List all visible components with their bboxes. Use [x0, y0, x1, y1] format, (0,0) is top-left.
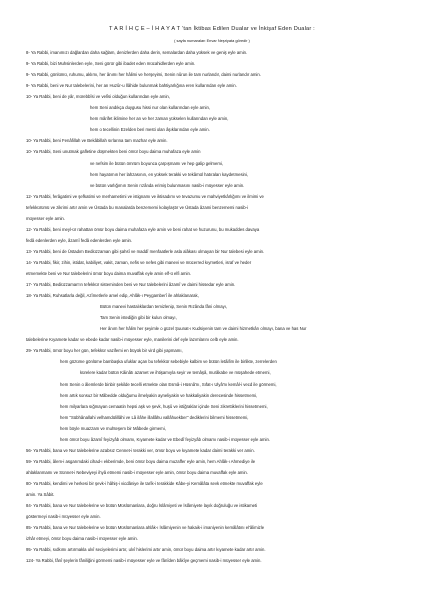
- prayer-line: 9- Ya Rabbi, gönlümü, ruhumu, aklımı, her ânımı her hâlimi ve herşeyimi, Senin nûrun ile tam nurlandır, daimi nurlandır amin.: [26, 72, 261, 78]
- prayer-line: 8- Ya Rabbi, imanımızı dağlardan daha sağlam, denizlerden daha derin, semalardan daha yüksek ve geniş eyle amin.: [26, 50, 248, 55]
- prayer-line: hem mârifet iklimine her an ve her zaman yükselen kullarından eyle amin,: [90, 116, 229, 122]
- prayer-line: hem milyarlara sığmayan cemaatin hepsi aşk ve şevk, huşû ve istiğraklar içinde Seni zikrettiklerini hissetmemi,: [60, 403, 268, 409]
- prayer-line: Bütün manevi hastalıklardan temizlenip, Senin Rızânda fâni olmayı,: [100, 304, 228, 310]
- prayer-line: hem Senin o âlemlerde binbir şekilde tecelli etmekte olan Esmâ-i Hüsnâ'nı, Sıfat-ı Ulyâ'nı kemâl-i vecd ile görmemi,: [60, 381, 277, 387]
- prayer-line: 17- Ya Rabbi, Bediüzzaman'ın tefekkür sisteminden beni ve Nur talebelerini âzamî ve daimi hissedar eyle amin.: [26, 282, 236, 288]
- prayer-line: 9- Ya Rabbi, beni ve Nur talebelerini, her an Huzûr-u İlâhide bulunmak bahtiyarlığına eren kullarından eyle amin.: [26, 83, 237, 89]
- prayer-line: izhâr etmeyi, ömür boyu daima nasib-i müyesser eyle amin.: [26, 536, 138, 542]
- prayer-line: Her ânım her hâlim her şeyimle o güzel Şuunat-ı Kudsiyenin tam ve daimi hizmetkârı olmayı, bana ve has Nur: [100, 326, 307, 332]
- prayer-line: amin. Ya Sâbit.: [26, 492, 55, 497]
- prayer-line: 10- Ya Rabbi, beni de yâr, mürebbîsi ve velîsi olduğun kullarından eyle amin,: [26, 94, 170, 100]
- prayer-line: Tam Senin istediğin gibi bir kulun olmayı,: [100, 315, 177, 321]
- prayer-line: hem artık sonsuz bir Mâbedde olduğumu ilmelyakin ayneliyakin ve hakkaliyakin derecesinde hissetmemi,: [60, 392, 258, 398]
- prayer-line: göstermeyi nasib-i müyesser eyle amin.: [26, 514, 101, 520]
- prayer-line: 18- Ya Rabbi, Ruhsatlarla değil, Azîmetlerle amel edip, Ahlâk-ı Peygamberî ile ahlaklanarak,: [26, 293, 199, 299]
- prayer-line: 84- Ya Rabbi, bana ve Nur talebelerine ve bütün Müslümanlara, doğru İslâmiyeti ve İslâmiyete layık doğruluğu ve istikameti: [26, 503, 258, 509]
- prayer-line: 10- Ya Rabbi, Seni unutmak gafletine düşmekten beni ömür boyu daima muhafaza eyle amin: [26, 149, 201, 155]
- prayer-line: hem böyle muazzam ve muhteşem bir Mâbede girmemi,: [60, 425, 166, 431]
- prayer-line: 14- Ya Rabbi, fikir, zihin, istidat, kabiliyet, vakit, zaman, nefis ve nefes gibi manevi ve mücerred kıymetleri, israf ve heder: [26, 259, 252, 265]
- prayer-line: fedâ edenlerden eyle, âzamî fedâ edenlerden eyle amin.: [26, 237, 133, 243]
- prayer-line: 12- Ya Rabbi, ferâgatimi ve şefkatimi ve merhametimi ve istignamı ve iktisadımı ve tevazumu ve mahviyetkârlığımı ve ilmimi ve: [26, 193, 264, 199]
- prayer-line: hem Seni andıkça duygusu hissi nur olan kullarından eyle amin,: [90, 105, 211, 111]
- prayer-line: kürelere kadar bütün Kâinâtı azamet ve ihtişamıyla seyir ve temâşâ, murâkabe ve müşahede etmemi,: [80, 370, 271, 376]
- prayer-line: 95- Ya Rabbi, sıdkımı artırmakla ulvî seciyelerimi artır, ulvî hislerimi artır amin, ömür boyu daima artır kıyamete kadar artır amin.: [26, 547, 266, 553]
- prayer-line: talebelerine Kıyamete kadar ve ebede kadar nasib-i müyesser eyle, manilerini def eyle lazımlarını celb eyle amin.: [26, 337, 239, 343]
- prayer-line: ahlaklanmamı ve Sünnet-i Nebeviyeyi ihyâ etmemi nasib-i müyesser eyle amin, ömür boyu daima muvaffak eyle amin.: [26, 469, 248, 475]
- prayer-line: tefekkürümü ve zikrimi artır amin ve Üstada bu manalarda benzememi kolaylaştır ve Üstada âzami benzememi nasib-i: [26, 204, 249, 210]
- prayer-line: ve nefsim ile bütün ömrüm boyunca çarpışmamı ve hep galip gelmemi,: [90, 160, 223, 166]
- prayer-line: 13- Ya Rabbi, beni de Üstadım Bediüzzaman gibi şahsî ve maddî menfaatlerle asla alâkası olmayan bir Nur talebesi eyle amin.: [26, 248, 265, 254]
- document-title: T A R İ H Ç E – İ H A Y A T ‘tan İktibas Edilen Dualar ve İnkişaf Eden Dualar :: [109, 26, 315, 32]
- prayer-line: hem "Sübhânallahi velhamdülillâhi ve Lâ ilâhe illallâhu vallâhuekber" dediklerini bilmemi hissetmemi,: [60, 414, 249, 420]
- prayer-line: hem hayatımın her lahzasının, en yüksek terakki ve tekâmül hatıraları kaydetmesini,: [90, 171, 249, 177]
- prayer-line: hem gözüme gönlüme bambaşka ufuklar açan bu tefekkür sebebiyle kalbim ve bütün letâifim ile birlikte, zerrelerden: [60, 359, 277, 365]
- prayer-line: müyesser eyle amin.: [26, 215, 65, 221]
- prayer-line: 29- Ya Rabbi, ömür boyu her gün, tefekkür vazifemi en büyük bir vird gibi yapmamı,: [26, 348, 183, 354]
- prayer-line: ve bütün varlığımın Senin rızânda erimiş bulunmasını nasib-i müyesser eyle amin.: [90, 182, 245, 188]
- prayer-line: hem o tecellinin Ezelden beri mesti olan âşıklarından eyle amin.: [90, 127, 210, 133]
- prayer-line: 80- Ya Rabbi, kendimi ve herkesi bir şevk-i hâhiş-i vicdâniye ile tarîk-i terakkide Kâbe-yi Kemâlâta sevk etmekte muvaffak eyle: [26, 480, 263, 486]
- prayer-line: 59- Ya Rabbi, âlem-i asgarımdaki cihad-ı ekberimde, beni ömür boyu daima muzaffer eyle amin, hem Ahlâk-ı Ahmediye ile: [26, 458, 256, 464]
- prayer-line: 124- Ya Rabbi, fânî şeylerin fâniliğini görmemi nasib-i müyesser eyle ve fânîden bâkîye geçmemi nasib-i müyesser eyle amin.: [26, 558, 262, 564]
- prayer-line: hem ömür boyu âzamî feyizyâb olmamı, Kıyamete kadar ve Ebedî feyizyâb olmamı nasib-i müyesser eyle amin.: [60, 436, 270, 442]
- prayer-line: 56- Ya Rabbi, bana ve Nur talebelerine azabsız Cennet-i terakki ver, ömür boyu ve kıyamete kadar daimi terakki ver amin.: [26, 447, 255, 453]
- document-subtitle: ( sayfa numaraları Envar Neşriyata göredir ): [174, 38, 250, 43]
- prayer-line: 85- Ya Rabbi, bana ve Nur talebelerine ve bütün Müslümanlara ahlâk-ı İslâmiyenin ve hakaik-i imaniyenin kemâlâtını el'âlimizle: [26, 525, 265, 531]
- prayer-line: 9- Ya Rabbi, bizi Muhsinlerden eyle, Seni görür gibi ibadet eden mücahidlerden eyle amin.: [26, 61, 196, 67]
- prayer-line: 12- Ya Rabbi, beni meyl-ür rahattan ömür boyu daima muhafaza eyle amin ve beni rahat ve huzurunu, bu mukaddes davaya: [26, 226, 260, 232]
- prayer-line: 10- Ya Rabbi, beni Fenâfillah ve Bekâbillah sırlarına tam mazhar eyle amin.: [26, 138, 168, 144]
- prayer-line: etmemekte beni ve Nur talebelerini ömür boyu daima muvaffak eyle amin elf-ü elfi amin.: [26, 271, 192, 276]
